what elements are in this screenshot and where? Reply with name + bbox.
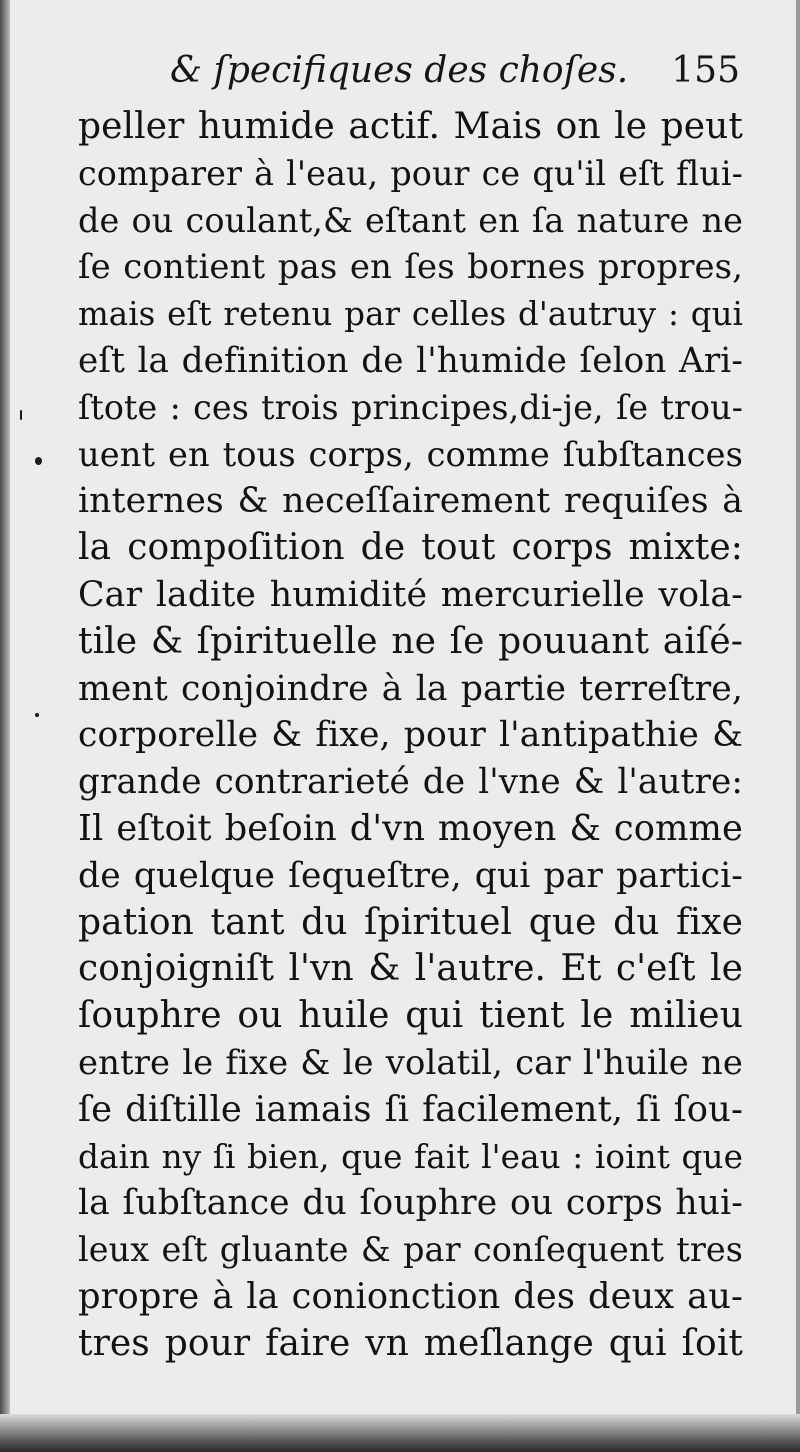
text-line: corporelle & fixe, pour l'antipathie & — [78, 715, 743, 756]
text-line: entre le fixe & le volatil, car l'huile ne — [78, 1042, 743, 1082]
text-line: de ou coulant,& eſtant en ſa nature ne — [78, 200, 743, 240]
text-line: propre à la conionction des deux au- — [78, 1275, 743, 1317]
running-title: & ſpecifiques des choſes. — [170, 50, 629, 91]
text-line: tile & ſpirituelle ne ſe pouuant aiſé- — [78, 620, 743, 662]
page-header — [170, 50, 740, 102]
ink-speck — [20, 410, 22, 420]
text-line: ſtote : ces trois principes,di-je, ſe trou- — [78, 387, 743, 427]
text-line: conjoigniſt l'vn & l'autre. Et c'eſt le — [78, 948, 743, 990]
text-line: grande contrarieté de l'vne & l'autre: — [78, 762, 743, 803]
text-line: ſouphre ou huile qui tient le milieu — [78, 995, 743, 1037]
text-line: Il eſtoit beſoin d'vn moyen & comme — [78, 807, 743, 849]
text-line: Car ladite humidité mercurielle vola- — [78, 574, 743, 615]
text-line: ſe diſtille iamais ſi facilement, ſi ſou- — [78, 1088, 743, 1130]
page-right-edge — [796, 0, 800, 1452]
text-line: dain ny ſi bien, que fait l'eau : ioint que — [78, 1137, 743, 1176]
page-left-edge — [0, 0, 10, 1452]
text-line: peller humide actif. Mais on le peut — [78, 106, 743, 147]
text-line: tres pour faire vn meſlange qui ſoit — [78, 1322, 743, 1364]
body-text — [78, 104, 743, 1368]
ink-speck — [35, 713, 39, 717]
text-line: la compoſition de tout corps mixte: — [78, 527, 743, 569]
text-line: la ſubſtance du ſouphre ou corps hui- — [78, 1183, 743, 1224]
text-line: de quelque ſequeſtre, qui par partici- — [78, 855, 743, 896]
page-bottom-edge — [0, 1414, 800, 1452]
text-line: comparer à l'eau, pour ce qu'il eſt flui- — [78, 153, 743, 193]
text-line: eſt la definition de l'humide ſelon Ari- — [78, 340, 743, 381]
text-line: uent en tous corps, comme ſubſtances — [78, 434, 743, 474]
page-number: 155 — [671, 50, 740, 91]
text-line: ſe contient pas en ſes bornes propres, — [78, 247, 743, 287]
text-line: pation tant du ſpirituel que du fixe — [78, 901, 743, 943]
text-line: ment conjoindre à la partie terreſtre, — [78, 668, 743, 709]
ink-speck — [35, 457, 42, 465]
text-line: internes & neceſſairement requiſes à — [78, 481, 743, 522]
text-line: leux eſt gluante & par conſequent tres — [78, 1230, 743, 1270]
text-line: mais eſt retenu par celles d'autruy : qui — [78, 295, 743, 334]
